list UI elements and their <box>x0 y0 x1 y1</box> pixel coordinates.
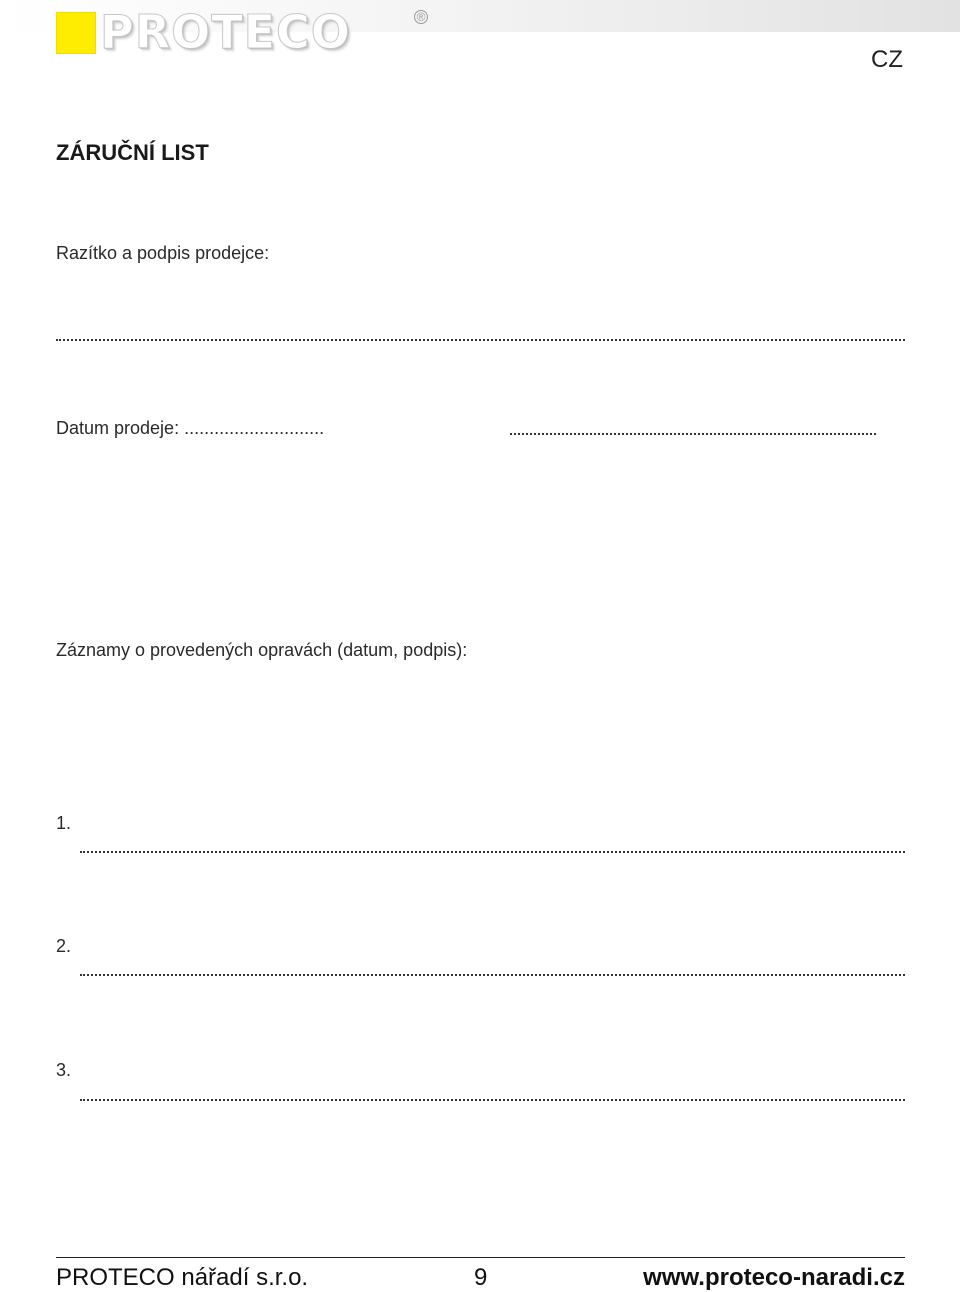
footer-page-number: 9 <box>474 1264 488 1291</box>
repair-item-1-line <box>80 851 905 853</box>
repairs-heading: Záznamy o provedených opravách (datum, podpis): <box>56 640 468 660</box>
proteco-logo <box>56 5 426 59</box>
registered-mark: ® <box>414 10 428 24</box>
footer-company: PROTECO nářadí s.r.o. <box>56 1264 309 1291</box>
repair-item-3-number: 3. <box>56 1060 72 1080</box>
repair-item-2-number: 2. <box>56 936 72 956</box>
footer-website: www.proteco-naradi.cz <box>643 1264 905 1291</box>
seller-stamp-line <box>56 339 905 341</box>
sale-date-label: Datum prodeje: ............................ <box>56 418 325 438</box>
repair-item-3-line <box>80 1099 905 1101</box>
logo-yellow-square <box>56 12 96 54</box>
seller-stamp-label: Razítko a podpis prodejce: <box>56 243 270 263</box>
language-code: CZ <box>871 46 903 73</box>
page-title: ZÁRUČNÍ LIST <box>56 140 209 165</box>
footer-rule <box>56 1257 905 1258</box>
logo-text: PROTECO <box>100 5 351 59</box>
repair-item-2-line <box>80 974 905 976</box>
repair-item-1-number: 1. <box>56 813 72 833</box>
sale-date-line <box>510 433 876 435</box>
